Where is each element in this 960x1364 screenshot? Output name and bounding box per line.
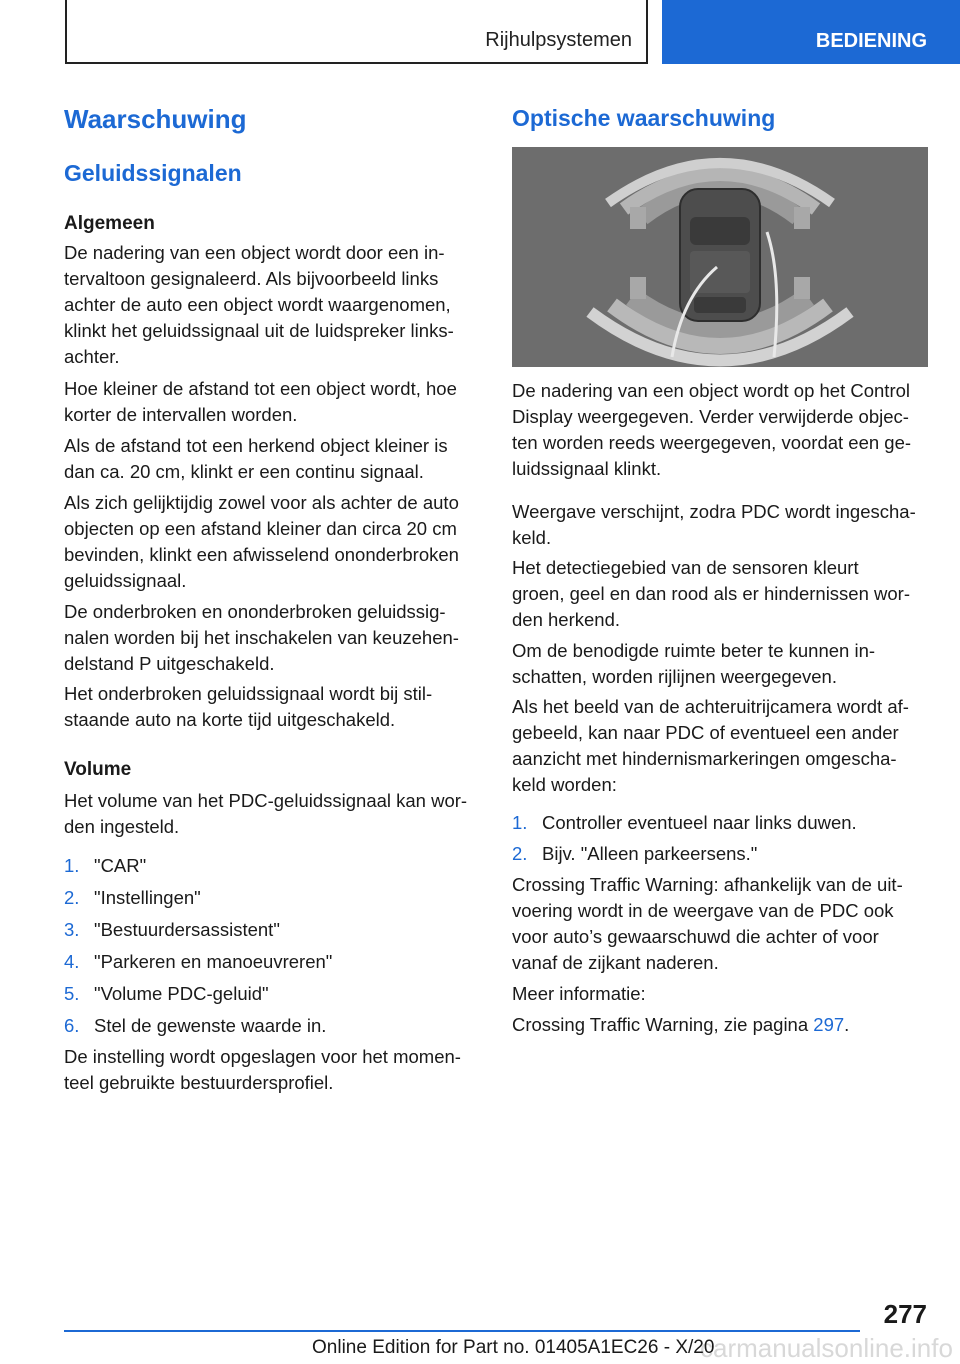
pdc-illustration (512, 147, 928, 367)
paragraph: De onderbroken en ononderbroken geluidssig- nalen worden bij het inschakelen van keuzehen- delstand P uitgeschakeld. (64, 601, 459, 674)
footer-edition: Online Edition for Part no. 01405A1EC26 - X/20 (312, 1337, 715, 1358)
paragraph: Het detectiegebied van de sensoren kleurt groen, geel en dan rood als er hindernissen wor- den herkend. (512, 557, 910, 630)
paragraph: Crossing Traffic Warning: afhankelijk van de uit- voering wordt in de weergave van de PDC ook voor auto’s gewaarschuwd die achter of voor vanaf de zijkant naderen. (512, 874, 903, 973)
paragraph: Als de afstand tot een herkend object kleiner is dan ca. 20 cm, klinkt er een continu signaal. (64, 435, 448, 482)
header-section: Rijhulpsystemen (485, 29, 632, 51)
paragraph: Weergave verschijnt, zodra PDC wordt ingescha- keld. (512, 501, 916, 548)
list-item: 2. "Instellingen" (64, 887, 201, 908)
paragraph: Om de benodigde ruimte beter te kunnen in- schatten, worden rijlijnen weergegeven. (512, 640, 876, 687)
list-item: 2. Bijv. "Alleen parkeersens." (512, 843, 758, 864)
list-item: 5. "Volume PDC-geluid" (64, 983, 269, 1004)
paragraph: De nadering van een object wordt door een in- tervaltoon gesignaleerd. Als bijvoorbeeld links achter de auto een object wordt waargenomen, klinkt het geluidssignaal uit de luidspreker links- achter. (64, 242, 454, 367)
list-item: 6. Stel de gewenste waarde in. (64, 1015, 327, 1036)
paragraph: Het onderbroken geluidssignaal wordt bij stil- staande auto na korte tijd uitgeschakeld. (64, 683, 433, 730)
heading-optische-waarschuwing: Optische waarschuwing (512, 105, 776, 131)
heading-geluidssignalen: Geluidssignalen (64, 160, 242, 186)
pdc-display-image (512, 147, 928, 367)
paragraph-with-link: Crossing Traffic Warning, zie pagina 297. (512, 1014, 850, 1035)
list-item: 1. Controller eventueel naar links duwen. (512, 812, 857, 833)
list-item: 1. "CAR" (64, 855, 147, 876)
paragraph: De instelling wordt opgeslagen voor het momen- teel gebruikte bestuurdersprofiel. (64, 1046, 461, 1093)
paragraph: Het volume van het PDC-geluidssignaal kan wor- den ingesteld. (64, 790, 468, 837)
paragraph: Hoe kleiner de afstand tot een object wordt, hoe korter de intervallen worden. (64, 378, 457, 425)
page-link[interactable]: 297 (813, 1014, 845, 1035)
paragraph: De nadering van een object wordt op het Control Display weergegeven. Verder verwijderde objec- ten worden reeds weergegeven, voordat een ge- luidssignaal klinkt. (512, 380, 912, 479)
paragraph: Als zich gelijktijdig zowel voor als achter de auto objecten op een afstand kleiner dan circa 20 cm bevinden, klinkt een afwisselend ononderbroken geluidssignaal. (64, 492, 459, 591)
heading-volume: Volume (64, 759, 132, 780)
paragraph: Als het beeld van de achteruitrijcamera wordt af- gebeeld, kan naar PDC of eventueel een ander aanzicht met hindernismarkeringen omgescha- keld worden: (512, 696, 909, 795)
page-number: 277 (883, 1299, 927, 1329)
list-item: 3. "Bestuurdersassistent" (64, 919, 280, 940)
watermark: carmanualsonline.info (700, 1333, 953, 1363)
heading-waarschuwing: Waarschuwing (64, 104, 247, 134)
footer-divider (64, 1330, 860, 1332)
list-item: 4. "Parkeren en manoeuvreren" (64, 951, 333, 972)
heading-algemeen: Algemeen (64, 213, 155, 234)
paragraph: Meer informatie: (512, 983, 646, 1004)
header-tab[interactable]: BEDIENING (662, 0, 960, 64)
